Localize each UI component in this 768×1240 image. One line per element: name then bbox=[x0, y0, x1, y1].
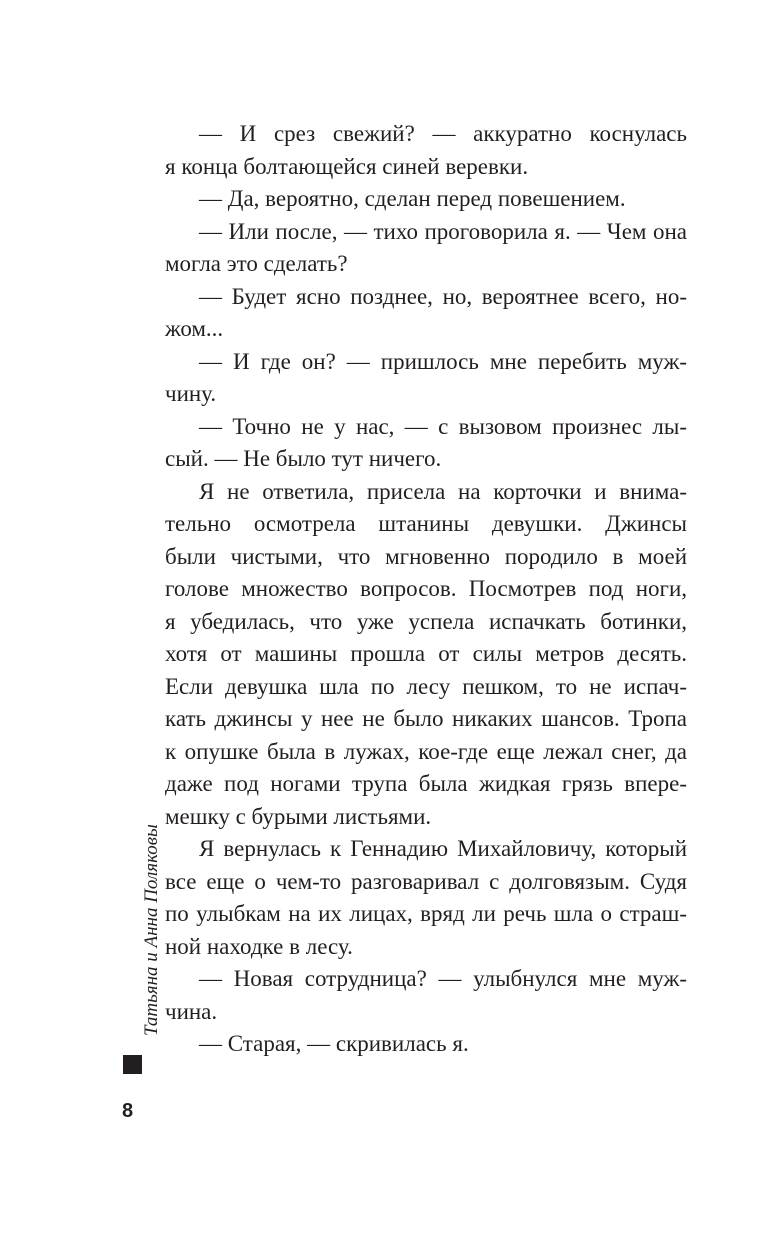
text-line: к опушке была в лужах, кое-где еще лежал снег, да bbox=[165, 738, 687, 764]
page-number: 8 bbox=[122, 1100, 134, 1122]
text-line: ной находке в лесу. bbox=[165, 933, 353, 959]
text-line: хотя от машины прошла от силы метров десять. bbox=[165, 641, 687, 666]
text-line: — И срез свежий? — аккуратно коснулась bbox=[199, 121, 687, 146]
text-line: мешку с бурыми листьями. bbox=[165, 803, 432, 829]
text-line: — Да, вероятно, сделан перед повешением. bbox=[199, 186, 626, 211]
text-line: — Точно не у нас, — с вызовом произнес лы- bbox=[199, 413, 687, 439]
text-line: кать джинсы у нее не было никаких шансов. Тропа bbox=[165, 706, 687, 731]
text-line: — И где он? — пришлось мне перебить муж- bbox=[199, 348, 687, 374]
text-line: — Будет ясно позднее, но, вероятнее всего, но- bbox=[199, 283, 687, 309]
text-line: Я вернулась к Геннадию Михайловичу, который bbox=[199, 836, 687, 861]
text-line: могла это сделать? bbox=[165, 251, 348, 276]
text-line: тельно осмотрела штанины девушки. Джинсы bbox=[165, 511, 687, 536]
text-line: голове множество вопросов. Посмотрев под ноги, bbox=[165, 576, 687, 601]
text-line: Если девушка шла по лесу пешком, то не испач- bbox=[165, 673, 687, 699]
text-line: даже под ногами трупа была жидкая грязь впере- bbox=[165, 771, 687, 796]
book-page-body bbox=[165, 118, 687, 1061]
text-line: чина. bbox=[165, 998, 218, 1024]
text-line: Я не ответила, присела на корточки и внима- bbox=[199, 478, 687, 504]
text-line: сый. — Не было тут ничего. bbox=[165, 446, 442, 471]
text-line: я конца болтающейся синей веревки. bbox=[165, 153, 529, 179]
text-line: — Или после, — тихо проговорила я. — Чем она bbox=[199, 218, 687, 244]
page-marker-square bbox=[123, 1055, 142, 1074]
text-line: жом... bbox=[165, 316, 224, 341]
text-line: я убедилась, что уже успела испачкать ботинки, bbox=[165, 608, 687, 634]
text-line: чину. bbox=[165, 381, 217, 406]
running-head-authors: Татьяна и Анна Поляковы bbox=[141, 824, 162, 1036]
text-line: все еще о чем-то разговаривал с долговязым. Судя bbox=[165, 868, 687, 894]
text-line: по улыбкам на их лицах, вряд ли речь шла о страш- bbox=[165, 901, 687, 926]
text-line: — Старая, — скривилась я. bbox=[199, 1031, 469, 1056]
text-line: были чистыми, что мгновенно породило в моей bbox=[165, 543, 687, 569]
text-line: — Новая сотрудница? — улыбнулся мне муж- bbox=[199, 966, 687, 991]
